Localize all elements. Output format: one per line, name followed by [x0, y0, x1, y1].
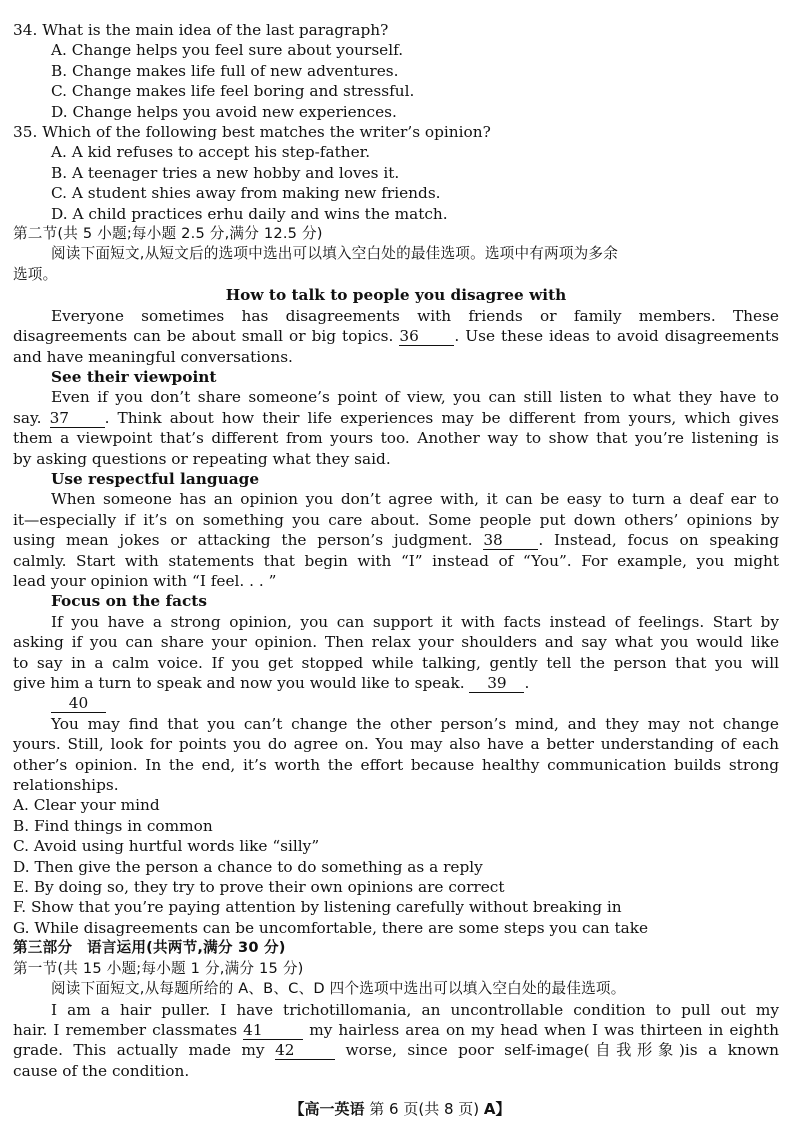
blank-37[interactable]: 37	[50, 410, 105, 428]
part-3-instruction: 阅读下面短文,从每题所给的 A、B、C、D 四个选项中选出可以填入空白处的最佳选项。	[51, 980, 626, 998]
paragraph-1-line-3: and have meaningful conversations.	[13, 347, 293, 366]
paragraph-3-line-1: When someone has an opinion you don’t agree with, it can be easy to turn a deaf ear to	[51, 490, 779, 509]
paragraph-3-text-a: using mean jokes or attacking the person’s judgment.	[13, 531, 484, 550]
paragraph-5-line-1: You may find that you can’t change the other person’s mind, and they may not change	[51, 714, 779, 733]
footer-page-number: 第 6 页(共 8 页)	[369, 1100, 480, 1118]
part-3-line-4: cause of the condition.	[13, 1061, 190, 1080]
paragraph-3-line-2: it—especially if it’s on something you care about. Some people put down others’ opinions by	[13, 510, 779, 529]
question-34-stem: 34. What is the main idea of the last paragraph?	[13, 21, 389, 39]
part-3-heading: 第三部分 语言运用(共两节,满分 30 分)	[13, 939, 286, 957]
choice-a: A. Clear your mind	[13, 796, 160, 815]
paragraph-3-line-4: calmly. Start with statements that begin with “I” instead of “You”. For example, you might	[13, 551, 779, 570]
paragraph-2-line-1: Even if you don’t share someone’s point of view, you can still listen to what they have to	[51, 388, 779, 407]
part-3-line-1: I am a hair puller. I have trichotillomania, an uncontrollable condition to pull out my	[51, 1000, 779, 1019]
paragraph-3-text-b: . Instead, focus on speaking	[538, 531, 779, 550]
paragraph-4-text-a: give him a turn to speak and now you would like to speak.	[13, 674, 470, 692]
paragraph-2-text-a: say.	[13, 408, 50, 427]
page-content	[13, 20, 779, 1081]
footer-subject: 【高一英语	[289, 1100, 365, 1118]
paragraph-4-line-3: to say in a calm voice. If you get stopped while talking, gently tell the person that you will	[13, 653, 779, 672]
paragraph-2-text-b: . Think about how their life experiences may be different from yours, which gives	[104, 408, 779, 427]
section-2-instruction-line-1: 阅读下面短文,从短文后的选项中选出可以填入空白处的最佳选项。选项中有两项为多余	[51, 245, 619, 263]
paragraph-5-line-3: other’s opinion. In the end, it’s worth the effort because healthy communication builds strong	[13, 755, 779, 774]
paragraph-2-line-3: them a viewpoint that’s different from yours too. Another way to show that you’re listening is	[13, 429, 779, 448]
choice-f: F. Show that you’re paying attention by listening carefully without breaking in	[13, 898, 622, 917]
question-35-option-a: A. A kid refuses to accept his step-father.	[51, 143, 371, 162]
blank-40[interactable]: 40	[51, 695, 106, 713]
choice-b: B. Find things in common	[13, 816, 213, 835]
paragraph-5-line-2: yours. Still, look for points you do agree on. You may also have a better understanding of each	[13, 735, 779, 754]
paragraph-1-text-a: disagreements can be about small or big topics.	[13, 327, 400, 346]
subheading-see-their-viewpoint: See their viewpoint	[51, 367, 217, 386]
part-3-line-3-text-a: grade. This actually made my	[13, 1041, 276, 1060]
subheading-use-respectful-language: Use respectful language	[51, 469, 260, 488]
blank-36[interactable]: 36	[399, 328, 454, 346]
question-34-option-c: C. Change makes life feel boring and stressful.	[51, 82, 415, 101]
section-2-instruction-line-2: 选项。	[13, 265, 58, 283]
paragraph-1-line-1: Everyone sometimes has disagreements with friends or family members. These	[51, 306, 779, 325]
paragraph-3-line-3	[13, 530, 779, 550]
part-3-line-3	[13, 1040, 779, 1060]
part-3-line-2-text-a: hair. I remember classmates	[13, 1020, 244, 1039]
part-3-line-2	[13, 1020, 779, 1040]
part-3-line-3-text-b: worse, since poor self-image(自我形象)is a known	[335, 1041, 780, 1060]
question-34-option-a: A. Change helps you feel sure about yourself.	[51, 41, 404, 60]
paragraph-4-line-4	[13, 673, 779, 693]
question-35-stem: 35. Which of the following best matches the writer’s opinion?	[13, 123, 491, 142]
paragraph-3-line-5: lead your opinion with “I feel. . . ”	[13, 571, 277, 590]
paragraph-4-line-2: asking if you can share your opinion. Then relax your shoulders and say what you would like	[13, 633, 779, 652]
blank-38[interactable]: 38	[483, 532, 538, 550]
question-35-option-c: C. A student shies away from making new friends.	[51, 184, 441, 203]
question-35-option-b: B. A teenager tries a new hobby and loves it.	[51, 163, 400, 182]
paragraph-1-text-b: . Use these ideas to avoid disagreements	[454, 327, 779, 346]
paragraph-4-line-1: If you have a strong opinion, you can support it with facts instead of feelings. Start by	[51, 612, 779, 631]
passage-title: How to talk to people you disagree with	[225, 286, 567, 305]
question-34-option-b: B. Change makes life full of new adventures.	[51, 61, 399, 80]
paragraph-1-line-2	[13, 326, 779, 346]
choice-e: E. By doing so, they try to prove their own opinions are correct	[13, 878, 505, 897]
choice-c: C. Avoid using hurtful words like “silly”	[13, 837, 320, 856]
choice-d: D. Then give the person a chance to do something as a reply	[13, 857, 483, 876]
page-footer	[0, 1099, 800, 1119]
paragraph-2-line-4: by asking questions or repeating what they said.	[13, 449, 391, 468]
subheading-focus-on-the-facts: Focus on the facts	[51, 592, 207, 611]
blank-39[interactable]: 39	[469, 675, 524, 693]
question-35-option-d: D. A child practices erhu daily and wins the match.	[51, 204, 448, 223]
blank-42[interactable]: 42	[275, 1042, 335, 1060]
footer-version: A】	[483, 1100, 511, 1118]
part-3-line-2-text-b: my hairless area on my head when I was thirteen in eighth	[303, 1020, 779, 1039]
question-34-option-d: D. Change helps you avoid new experiences.	[51, 102, 397, 121]
part-3-section-1-heading: 第一节(共 15 小题;每小题 1 分,满分 15 分)	[13, 959, 304, 977]
paragraph-2-line-2	[13, 408, 779, 428]
paragraph-5-line-4: relationships.	[13, 776, 119, 795]
paragraph-4-text-b: .	[524, 674, 530, 692]
section-2-heading: 第二节(共 5 小题;每小题 2.5 分,满分 12.5 分)	[13, 225, 323, 243]
choice-g: G. While disagreements can be uncomfortable, there are some steps you can take	[13, 918, 649, 937]
blank-40-line	[13, 693, 779, 713]
blank-41[interactable]: 41	[243, 1022, 303, 1040]
